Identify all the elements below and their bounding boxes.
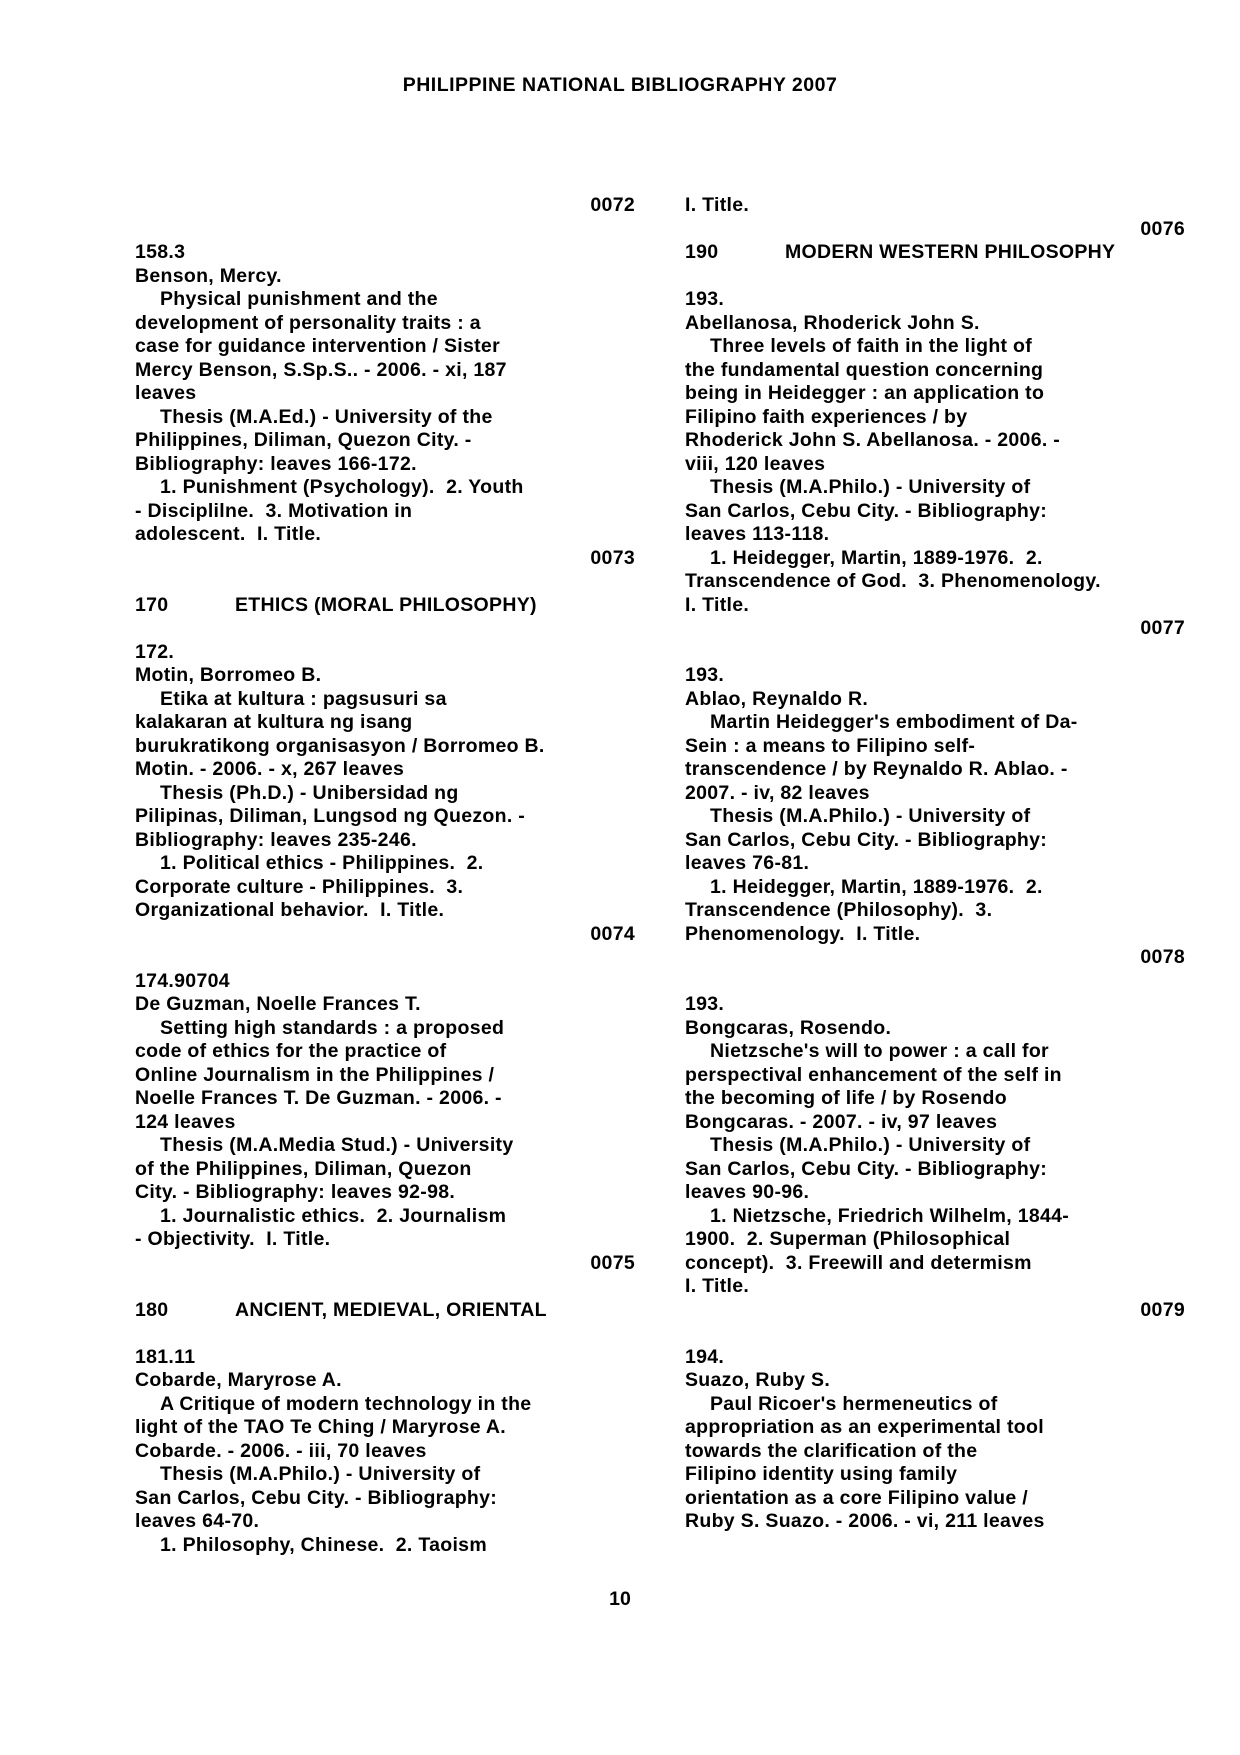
entry-subject-line: concept). 3. Freewill and determism (685, 1251, 1032, 1274)
entry-title-line: 2007. - iv, 82 leaves (685, 781, 870, 804)
entry-title-line: Etika at kultura : pagsusuri sa (160, 687, 447, 710)
entry-title-line: viii, 120 leaves (685, 452, 826, 475)
bib-entry (135, 970, 635, 1276)
entry-subject-line: - Objectivity. I. Title. (135, 1228, 331, 1250)
class-number: 158.3 (135, 241, 186, 263)
bib-entry (135, 1346, 635, 1558)
entry-title-line: burukratikong organisasyon / Borromeo B. (135, 734, 545, 757)
entry-author: Benson, Mercy. (135, 264, 282, 287)
entry-title-line: Motin. - 2006. - x, 267 leaves (135, 758, 405, 780)
entry-title-line: kalakaran at kultura ng isang (135, 711, 413, 733)
entry-title-line: orientation as a core Filipino value / (685, 1486, 1028, 1509)
bib-entry (685, 288, 1185, 641)
record-number: 0079 (1140, 1298, 1185, 1321)
entry-note-line: City. - Bibliography: leaves 92-98. (135, 1181, 456, 1203)
entry-title-line: leaves (135, 382, 197, 404)
class-number: 193. (685, 993, 725, 1015)
entry-subject-line: 1. Nietzsche, Friedrich Wilhelm, 1844- (710, 1204, 1070, 1227)
entry-note-line: San Carlos, Cebu City. - Bibliography: (685, 828, 1048, 851)
entry-subject-line: adolescent. I. Title. (135, 523, 322, 545)
section-heading (135, 1299, 635, 1323)
right-column (685, 194, 1185, 1534)
entry-author: Motin, Borromeo B. (135, 664, 322, 686)
record-number: 0077 (1140, 617, 1185, 639)
entry-title-line: Online Journalism in the Philippines / (135, 1063, 495, 1086)
class-number: 172. (135, 640, 175, 663)
section-label: ETHICS (MORAL PHILOSOPHY) (235, 593, 537, 616)
entry-subject-line: 1. Punishment (Psychology). 2. Youth (160, 476, 524, 498)
record-number: 0072 (590, 194, 635, 216)
entry-title-line: Nietzsche's will to power : a call for (710, 1040, 1049, 1062)
section-heading (685, 241, 1185, 265)
entry-author: Suazo, Ruby S. (685, 1369, 831, 1391)
section-label: ANCIENT, MEDIEVAL, ORIENTAL (235, 1298, 547, 1321)
entry-note-line: leaves 90-96. (685, 1181, 810, 1203)
entry-subject-line: 1. Journalistic ethics. 2. Journalism (160, 1204, 507, 1227)
entry-note-line: Bibliography: leaves 166-172. (135, 452, 417, 475)
page-number: 10 (609, 1588, 631, 1610)
entry-title-line: Bongcaras. - 2007. - iv, 97 leaves (685, 1110, 998, 1133)
entry-note-line: of the Philippines, Diliman, Quezon (135, 1157, 472, 1180)
entry-author: Cobarde, Maryrose A. (135, 1369, 342, 1391)
record-number: 0078 (1140, 946, 1185, 968)
entry-note-line: Thesis (M.A.Philo.) - University of (710, 476, 1031, 498)
entry-title-line: code of ethics for the practice of (135, 1040, 447, 1062)
class-number: 193. (685, 288, 725, 310)
left-column (135, 194, 635, 1557)
entry-title-line: perspectival enhancement of the self in (685, 1063, 1062, 1086)
entry-title-line: case for guidance intervention / Sister (135, 335, 500, 357)
entry-title-line: Martin Heidegger's embodiment of Da- (710, 711, 1078, 733)
bib-entry (135, 641, 635, 947)
entry-note-line: San Carlos, Cebu City. - Bibliography: (685, 1157, 1048, 1180)
section-code: 170 (135, 593, 169, 616)
entry-title-line: the fundamental question concerning (685, 358, 1044, 381)
entry-note-line: leaves 76-81. (685, 852, 810, 874)
entry-author: De Guzman, Noelle Frances T. (135, 993, 421, 1015)
entry-title-line: Three levels of faith in the light of (710, 335, 1033, 357)
entry-subject-line: - Disciplilne. 3. Motivation in (135, 499, 413, 522)
entry-note-line: leaves 113-118. (685, 523, 830, 545)
entry-title-line: Cobarde. - 2006. - iii, 70 leaves (135, 1439, 427, 1462)
section-label: MODERN WESTERN PHILOSOPHY (785, 241, 1116, 263)
class-number: 174.90704 (135, 969, 230, 992)
bib-entry (685, 664, 1185, 970)
entry-note-line: Thesis (M.A.Philo.) - University of (160, 1463, 481, 1485)
record-number: 0075 (590, 1251, 635, 1274)
record-number: 0073 (590, 546, 635, 569)
entry-note-line: Thesis (M.A.Philo.) - University of (710, 805, 1031, 827)
entry-note-line: Thesis (Ph.D.) - Unibersidad ng (160, 781, 459, 804)
entry-title-line: Paul Ricoer's hermeneutics of (710, 1392, 998, 1415)
entry-title-line: Setting high standards : a proposed (160, 1016, 505, 1039)
section-heading (135, 594, 635, 618)
entry-author: Bongcaras, Rosendo. (685, 1016, 892, 1039)
entry-note-line: San Carlos, Cebu City. - Bibliography: (135, 1486, 498, 1509)
entry-note-line: leaves 64-70. (135, 1510, 260, 1532)
entry-title-line: Mercy Benson, S.Sp.S.. - 2006. - xi, 187 (135, 358, 507, 381)
entry-note-line: San Carlos, Cebu City. - Bibliography: (685, 499, 1048, 522)
entry-title-line: the becoming of life / by Rosendo (685, 1087, 1007, 1109)
record-number: 0074 (590, 922, 635, 945)
entry-title-line: towards the clarification of the (685, 1439, 978, 1462)
entry-note-line: Thesis (M.A.Philo.) - University of (710, 1134, 1031, 1156)
record-number: 0076 (1140, 217, 1185, 240)
entry-note-line: Pilipinas, Diliman, Lungsod ng Quezon. - (135, 805, 526, 827)
entry-subject-line: 1. Political ethics - Philippines. 2. (160, 852, 484, 874)
entry-author: Abellanosa, Rhoderick John S. (685, 311, 980, 334)
entry-subject-line: Phenomenology. I. Title. (685, 922, 921, 945)
entry-title-line: appropriation as an experimental tool (685, 1416, 1044, 1438)
entry-subject-line: Corporate culture - Philippines. 3. (135, 875, 464, 898)
section-code: 190 (685, 241, 719, 263)
section-code: 180 (135, 1298, 169, 1321)
entry-note-line: Thesis (M.A.Media Stud.) - University (160, 1134, 514, 1156)
entry-title-line: light of the TAO Te Ching / Maryrose A. (135, 1416, 507, 1438)
entry-subject-line: I. Title. (685, 194, 750, 216)
entry-title-line: Sein : a means to Filipino self- (685, 734, 976, 757)
entry-subject-line: I. Title. (685, 593, 750, 616)
entry-title-line: transcendence / by Reynaldo R. Ablao. - (685, 758, 1068, 780)
entry-title-line: development of personality traits : a (135, 311, 481, 334)
class-number: 181.11 (135, 1345, 196, 1368)
entry-subject-line: Transcendence (Philosophy). 3. (685, 899, 993, 921)
entry-subject-line: 1900. 2. Superman (Philosophical (685, 1228, 1011, 1250)
entry-subject-line: 1. Heidegger, Martin, 1889-1976. 2. (710, 546, 1043, 569)
entry-title-line: Filipino faith experiences / by (685, 405, 968, 428)
entry-title-line: Ruby S. Suazo. - 2006. - vi, 211 leaves (685, 1510, 1045, 1532)
entry-title-line: A Critique of modern technology in the (160, 1392, 532, 1415)
bib-entry (685, 993, 1185, 1322)
entry-subject-line: Transcendence of God. 3. Phenomenology. (685, 570, 1101, 592)
class-number: 193. (685, 664, 725, 686)
entry-subject-line: 1. Heidegger, Martin, 1889-1976. 2. (710, 875, 1043, 898)
entry-subject-line: Organizational behavior. I. Title. (135, 899, 445, 921)
entry-note-line: Thesis (M.A.Ed.) - University of the (160, 405, 493, 428)
entry-title-line: being in Heidegger : an application to (685, 382, 1045, 404)
entry-note-line: Philippines, Diliman, Quezon City. - (135, 429, 472, 451)
entry-author: Ablao, Reynaldo R. (685, 687, 869, 710)
entry-title-line: 124 leaves (135, 1110, 236, 1133)
entry-subject-line: 1. Philosophy, Chinese. 2. Taoism (160, 1533, 487, 1556)
bib-entry (135, 241, 635, 570)
bib-entry (685, 1346, 1185, 1534)
entry-note-line: Bibliography: leaves 235-246. (135, 828, 417, 851)
entry-title-line: Filipino identity using family (685, 1463, 958, 1485)
class-number: 194. (685, 1345, 725, 1368)
running-header: PHILIPPINE NATIONAL BIBLIOGRAPHY 2007 (402, 74, 838, 96)
entry-subject-line: I. Title. (685, 1275, 750, 1297)
entry-title-line: Noelle Frances T. De Guzman. - 2006. - (135, 1087, 502, 1109)
entry-title-line: Rhoderick John S. Abellanosa. - 2006. - (685, 429, 1061, 451)
entry-title-line: Physical punishment and the (160, 288, 438, 310)
